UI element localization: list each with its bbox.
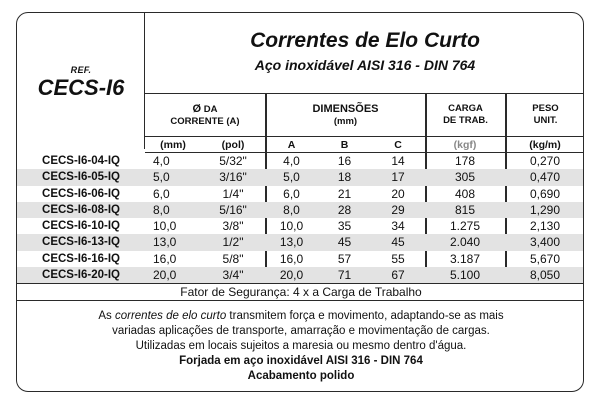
table-row bbox=[17, 251, 584, 267]
row-ref: CECS-I6-13-IQ bbox=[42, 236, 120, 249]
description-material: Forjada em aço inoxidável AISI 316 - DIN 764 bbox=[179, 355, 423, 367]
row-pol: 5/32" bbox=[219, 154, 247, 168]
col-header-load: CARGA DE TRAB. bbox=[425, 93, 505, 137]
col-header-weight: PESO UNIT. bbox=[505, 93, 584, 137]
unit-kgm: (kg/m) bbox=[529, 139, 561, 151]
row-c: 45 bbox=[391, 235, 405, 250]
table-row bbox=[17, 186, 584, 202]
description-line3: Utilizadas em locais sujeitos a maresia ou mesmo dentro d'água. bbox=[135, 340, 467, 352]
row-ref: CECS-I6-16-IQ bbox=[42, 252, 120, 265]
unit-a: A bbox=[287, 139, 296, 151]
table-row bbox=[17, 202, 584, 218]
row-mm: 4,0 bbox=[153, 154, 170, 168]
table-row bbox=[17, 218, 584, 234]
table-row bbox=[17, 169, 584, 185]
row-pol: 3/8" bbox=[222, 219, 244, 233]
row-pol: 3/16" bbox=[219, 170, 247, 185]
description bbox=[17, 309, 584, 384]
row-a: 6,0 bbox=[283, 186, 300, 201]
row-kgm: 2,130 bbox=[529, 219, 561, 233]
row-a: 20,0 bbox=[279, 267, 304, 282]
ref-label: REF. bbox=[70, 65, 92, 75]
row-a: 16,0 bbox=[279, 251, 304, 266]
table-row bbox=[17, 234, 584, 250]
row-b: 35 bbox=[337, 219, 352, 233]
unit-b: B bbox=[340, 139, 349, 151]
unit-c: C bbox=[394, 139, 402, 151]
row-mm: 10,0 bbox=[153, 219, 177, 233]
row-b: 57 bbox=[337, 251, 352, 266]
row-c: 17 bbox=[391, 170, 405, 185]
row-kgf: 1.275 bbox=[449, 219, 481, 233]
row-pol: 1/2" bbox=[222, 235, 244, 250]
row-kgf: 815 bbox=[454, 202, 476, 217]
col-header-diameter: Ø DA CORRENTE (A) bbox=[145, 93, 265, 137]
row-kgf: 5.100 bbox=[449, 267, 481, 282]
row-pol: 5/16" bbox=[219, 202, 247, 217]
units-row bbox=[145, 137, 584, 153]
row-kgf: 3.187 bbox=[449, 251, 481, 266]
row-c: 14 bbox=[391, 154, 405, 168]
row-a: 8,0 bbox=[283, 202, 300, 217]
row-c: 67 bbox=[391, 267, 405, 282]
row-pol: 1/4" bbox=[222, 186, 244, 201]
page-title: Correntes de Elo Curto bbox=[250, 29, 480, 52]
row-kgm: 8,050 bbox=[529, 267, 561, 282]
row-mm: 20,0 bbox=[153, 267, 177, 282]
unit-pol: (pol) bbox=[221, 139, 245, 151]
row-mm: 5,0 bbox=[153, 170, 170, 185]
row-b: 28 bbox=[337, 202, 352, 217]
row-kgm: 0,690 bbox=[529, 186, 561, 201]
row-b: 71 bbox=[337, 267, 352, 282]
table-row bbox=[17, 153, 584, 169]
table-row bbox=[17, 267, 584, 283]
row-kgf: 305 bbox=[454, 170, 476, 185]
safety-factor: Fator de Segurança: 4 x a Carga de Trabalho bbox=[17, 283, 584, 301]
description-finish: Acabamento polido bbox=[247, 370, 355, 382]
row-ref: CECS-I6-05-IQ bbox=[42, 171, 120, 184]
row-pol: 5/8" bbox=[222, 251, 244, 266]
row-kgm: 3,400 bbox=[529, 235, 561, 250]
row-b: 45 bbox=[337, 235, 352, 250]
description-line2: variadas aplicações de transporte, amarração e movimentação de cargas. bbox=[112, 325, 490, 337]
row-a: 10,0 bbox=[279, 219, 304, 233]
row-mm: 13,0 bbox=[153, 235, 177, 250]
row-kgf: 178 bbox=[454, 154, 476, 168]
row-kgm: 0,270 bbox=[529, 154, 561, 168]
row-kgm: 0,470 bbox=[529, 170, 561, 185]
row-a: 13,0 bbox=[279, 235, 304, 250]
description-line1: As correntes de elo curto transmitem força e movimento, adaptando-se as mais bbox=[98, 310, 504, 322]
description-emphasis: correntes de elo curto bbox=[114, 310, 227, 322]
spec-card bbox=[16, 12, 584, 392]
row-a: 5,0 bbox=[283, 170, 300, 185]
row-ref: CECS-I6-04-IQ bbox=[42, 155, 120, 167]
row-ref: CECS-I6-06-IQ bbox=[42, 187, 120, 200]
data-table bbox=[17, 153, 584, 283]
row-pol: 3/4" bbox=[222, 267, 244, 282]
row-mm: 8,0 bbox=[153, 202, 170, 217]
row-mm: 6,0 bbox=[153, 186, 170, 201]
row-c: 34 bbox=[391, 219, 405, 233]
row-c: 29 bbox=[391, 202, 405, 217]
unit-kgf: (kgf) bbox=[453, 139, 477, 151]
row-ref: CECS-I6-08-IQ bbox=[42, 203, 120, 216]
row-mm: 16,0 bbox=[153, 251, 177, 266]
row-ref: CECS-I6-10-IQ bbox=[42, 220, 120, 232]
row-kgm: 1,290 bbox=[529, 202, 561, 217]
row-kgf: 2.040 bbox=[449, 235, 481, 250]
row-ref: CECS-I6-20-IQ bbox=[42, 268, 120, 281]
row-c: 55 bbox=[391, 251, 405, 266]
page-subtitle: Aço inoxidável AISI 316 - DIN 764 bbox=[254, 57, 476, 73]
reference-box bbox=[17, 13, 145, 149]
col-header-dimensions: DIMENSÕES (mm) bbox=[265, 93, 425, 137]
unit-mm: (mm) bbox=[160, 139, 186, 151]
row-b: 21 bbox=[337, 186, 352, 201]
row-c: 20 bbox=[391, 186, 405, 201]
row-b: 18 bbox=[337, 170, 352, 185]
row-b: 16 bbox=[337, 154, 352, 168]
diameter-header-line1: Ø bbox=[192, 102, 202, 115]
row-a: 4,0 bbox=[283, 154, 300, 168]
row-kgm: 5,670 bbox=[529, 251, 561, 266]
row-kgf: 408 bbox=[454, 186, 476, 201]
ref-code: CECS-I6 bbox=[37, 75, 125, 100]
